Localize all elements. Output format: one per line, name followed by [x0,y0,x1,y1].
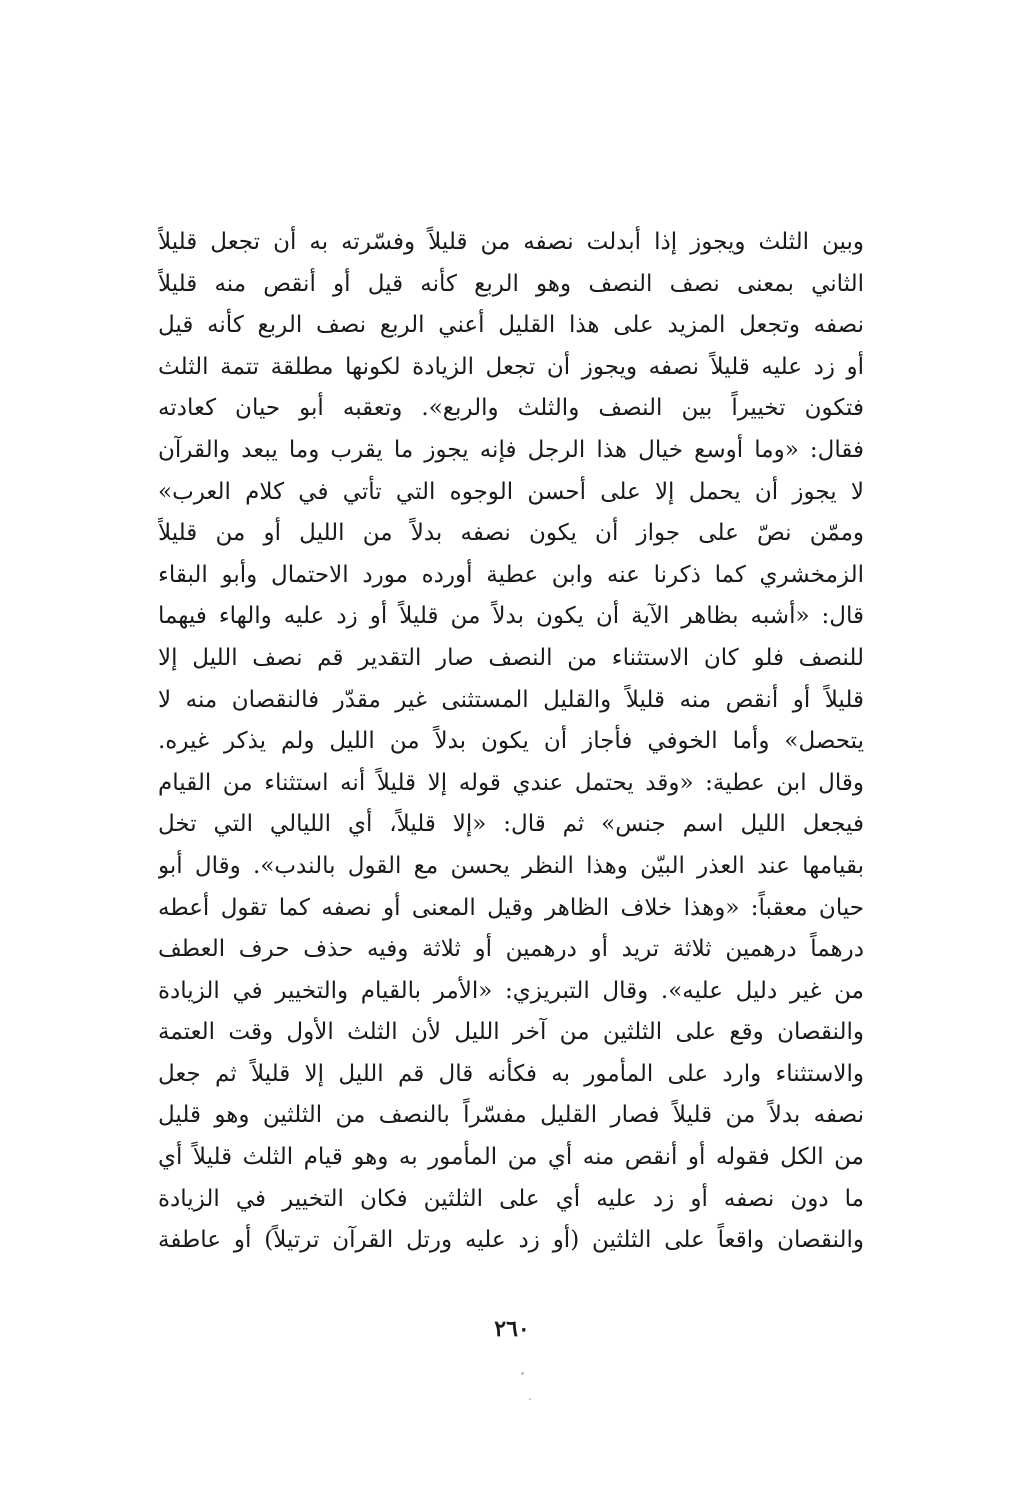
text-line: من غير دليل عليه». وقال التبريزي: «الأمر بالقيام والتخيير في الزيادة [158,977,864,1004]
text-line: يتحصل» وأما الخوفي فأجاز أن يكون بدلاً من الليل ولم يذكر غيره. [158,728,864,755]
text-line: وقال ابن عطية: «وقد يحتمل عندي قوله إلا قليلاً أنه استثناء من القيام [158,769,864,796]
text-line: فقال: «وما أوسع خيال هذا الرجل فإنه يجوز ما يقرب وما يبعد والقرآن [158,436,864,463]
page-number: ٢٦٠ [494,1316,530,1342]
text-line: وبين الثلث ويجوز إذا أبدلت نصفه من قليلاً وفسّرته به أن تجعل قليلاً [158,229,864,255]
body-text [158,222,864,1262]
text-line: الزمخشري كما ذكرنا عنه وابن عطية أورده مورد الاحتمال وأبو البقاء [158,561,864,588]
text-line: والنقصان واقعاً على الثلثين (أو زد عليه ورتل القرآن ترتيلاً) أو عاطفة [158,1227,864,1254]
text-line: درهماً درهمين ثلاثة تريد أو درهمين أو ثلاثة وفيه حذف حرف العطف [158,936,864,963]
text-line: قليلاً أو أنقص منه قليلاً والقليل المستثنى غير مقدّر فالنقصان منه لا [158,686,864,713]
text-line: حيان معقباً: «وهذا خلاف الظاهر وقيل المعنى أو نصفه كما تقول أعطه [158,894,864,921]
text-line: بقيامها عند العذر البيّن وهذا النظر يحسن مع القول بالندب». وقال أبو [158,852,864,879]
text-line: والاستثناء وارد على المأمور به فكأنه قال قم الليل إلا قليلاً ثم جعل [158,1060,864,1087]
text-line: قال: «أشبه بظاهر الآية أن يكون بدلاً من قليلاً أو زد عليه والهاء فيهما [158,603,864,630]
text-line: نصفه بدلاً من قليلاً فصار القليل مفسّراً بالنصف من الثلثين وهو قليل [158,1102,864,1129]
scan-speck [521,1372,524,1375]
text-line: فيجعل الليل اسم جنس» ثم قال: «إلا قليلاً، أي الليالي التي تخل [158,811,864,838]
text-line: ما دون نصفه أو زد عليه أي على الثلثين فكان التخيير في الزيادة [158,1185,864,1212]
scan-speck [529,1398,531,1400]
text-line: فتكون تخييراً بين النصف والثلث والربع». وتعقبه أبو حيان كعادته [158,395,864,422]
text-line: أو زد عليه قليلاً نصفه ويجوز أن تجعل الزيادة لكونها مطلقة تتمة الثلث [158,353,864,380]
text-line: لا يجوز أن يحمل إلا على أحسن الوجوه التي تأتي في كلام العرب» [158,478,864,505]
text-line: وممّن نصّ على جواز أن يكون نصفه بدلاً من الليل أو من قليلاً [158,520,864,547]
text-line: نصفه وتجعل المزيد على هذا القليل أعني الربع نصف الربع كأنه قيل [158,312,864,339]
text-line: والنقصان وقع على الثلثين من آخر الليل لأن الثلث الأول وقت العتمة [158,1019,864,1046]
text-line: من الكل فقوله أو أنقص منه أي من المأمور به وهو قيام الثلث قليلاً أي [158,1144,864,1171]
text-line: للنصف فلو كان الاستثناء من النصف صار التقدير قم نصف الليل إلا [158,644,864,671]
text-line: الثاني بمعنى نصف النصف وهو الربع كأنه قيل أو أنقص منه قليلاً [158,270,864,297]
